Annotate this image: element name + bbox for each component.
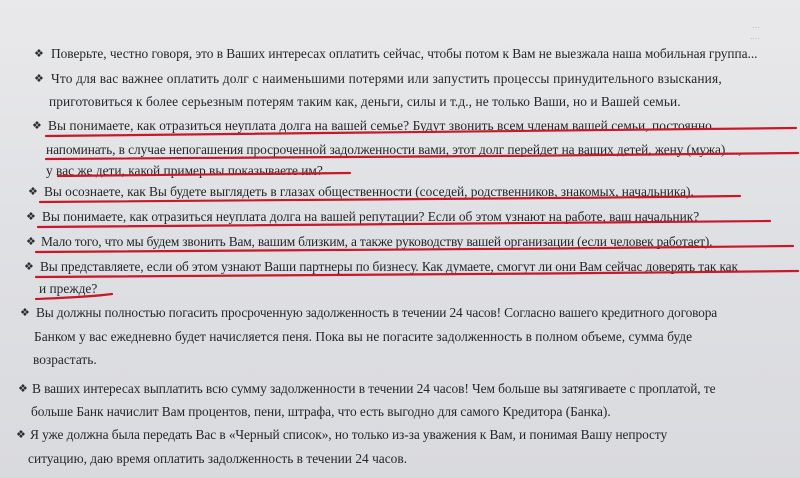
paragraph-line: Банком у вас ежедневно будет начисляется пеня. Пока вы не погасите задолженность в полном объеме, сумма буде: [34, 329, 693, 344]
red-underline: [36, 294, 112, 299]
paragraph-line: Что для вас важнее оплатить долг с наименьшими потерями или запустить процессы принудительного взыскания,: [51, 71, 722, 86]
red-underline: [36, 246, 793, 252]
bullet-icon: ❖: [28, 186, 38, 198]
red-underline: [46, 128, 796, 136]
red-underline: [58, 173, 350, 176]
faded-header-line-1: ...: [752, 20, 760, 30]
red-underline: [36, 271, 798, 277]
paragraph-line: возрастать.: [33, 352, 97, 367]
bullet-icon: ❖: [20, 307, 30, 319]
red-underline: [38, 221, 770, 227]
bullet-icon: ❖: [34, 73, 44, 85]
paragraph-line: Поверьте, честно говоря, это в Ваших интересах оплатить сейчас, чтобы потом к Вам не выезжала наша мобильная группа...: [51, 46, 758, 61]
paragraph-line: ситуацию, даю время оплатить задолженность в течении 24 часов.: [28, 451, 408, 466]
paragraph-line: Мало того, что мы будем звонить Вам, вашим близким, а также руководству вашей организации (если человек работает).: [41, 234, 713, 249]
paragraph-line: и прежде?: [39, 281, 98, 296]
paragraph-line: В ваших интересах выплатить всю сумму задолженности в течении 24 часов! Чем больше вы затягиваете с проплатой, те: [32, 381, 716, 396]
paragraph-line: Вы осознаете, как Вы будете выглядеть в глазах общественности (соседей, родственников, знакомых, начальника).: [44, 184, 694, 199]
red-underline: [40, 196, 740, 202]
bullet-icon: ❖: [32, 120, 42, 132]
bullet-icon: ❖: [26, 211, 36, 223]
paragraph-line: напоминать, в случае непогашения просроченной задолженности вами, этот долг перейдет на ваших детей, жену (мужа)....,: [46, 142, 742, 157]
bullet-icon: ❖: [26, 236, 36, 248]
bullet-icon: ❖: [16, 429, 26, 441]
paragraph-line: Вы понимаете, как отразиться неуплата долга на вашей семье? Будут звонить всем членам вашей семьи, постоянно: [48, 118, 712, 133]
faded-header-line-2: ....: [749, 31, 760, 41]
red-underline: [46, 153, 798, 159]
paragraph-line: больше Банк начислит Вам процентов, пени, штрафа, что есть выгодно для самого Кредитора (Банка).: [31, 404, 611, 419]
paragraph-line: Вы должны полностью погасить просроченную задолженность в течении 24 часов! Согласно вашего кредитного договора: [36, 305, 718, 320]
paragraph-line: у вас же дети, какой пример вы показываете им?: [46, 163, 323, 178]
paragraph-line: Я уже должна была передать Вас в «Черный список», но только из-за уважения к Вам, и понимая Вашу непросту: [30, 427, 668, 442]
bullet-icon: ❖: [24, 261, 34, 273]
bullet-icon: ❖: [34, 48, 44, 60]
paragraph-line: Вы представляете, если об этом узнают Ваши партнеры по бизнесу. Как думаете, смогут ли они Вам сейчас доверять так как: [40, 259, 738, 274]
bullet-icon: ❖: [18, 383, 28, 395]
paragraph-line: приготовиться к более серьезным потерям таким как, деньги, силы и т.д., не только Ваши, но и Вашей семьи.: [49, 94, 681, 109]
paragraph-line: Вы понимаете, как отразиться неуплата долга на вашей репутации? Если об этом узнают на работе, ваш начальник?: [42, 209, 700, 224]
